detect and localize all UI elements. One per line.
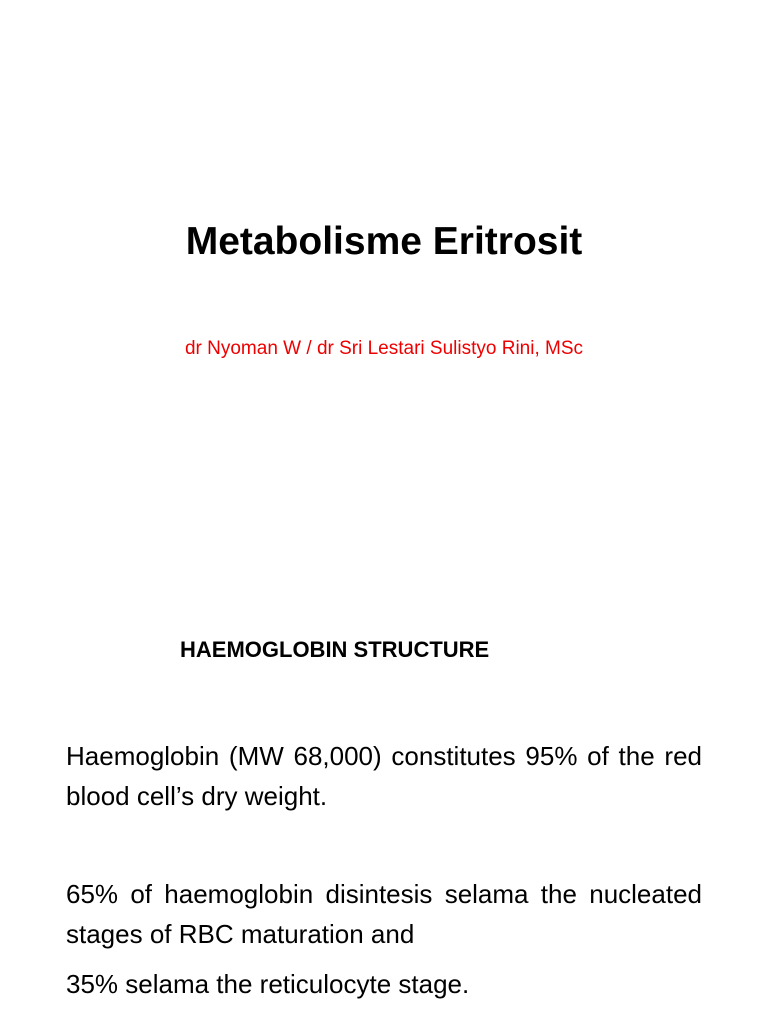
slide-title: Metabolisme Eritrosit [185, 220, 583, 263]
paragraph-reticulocyte-stage: 35% selama the reticulocyte stage. [66, 969, 470, 999]
slide-subtitle-authors: dr Nyoman W / dr Sri Lestari Sulistyo Rini, MSc [184, 338, 584, 359]
paragraph-haemoglobin-weight: Haemoglobin (MW 68,000) constitutes 95% of the red blood cell’s dry weight. [66, 741, 702, 811]
paragraph-nucleated-stages: 65% of haemoglobin disintesis selama the nucleated stages of RBC maturation and [66, 879, 702, 949]
section-heading: HAEMOGLOBIN STRUCTURE [180, 637, 490, 662]
